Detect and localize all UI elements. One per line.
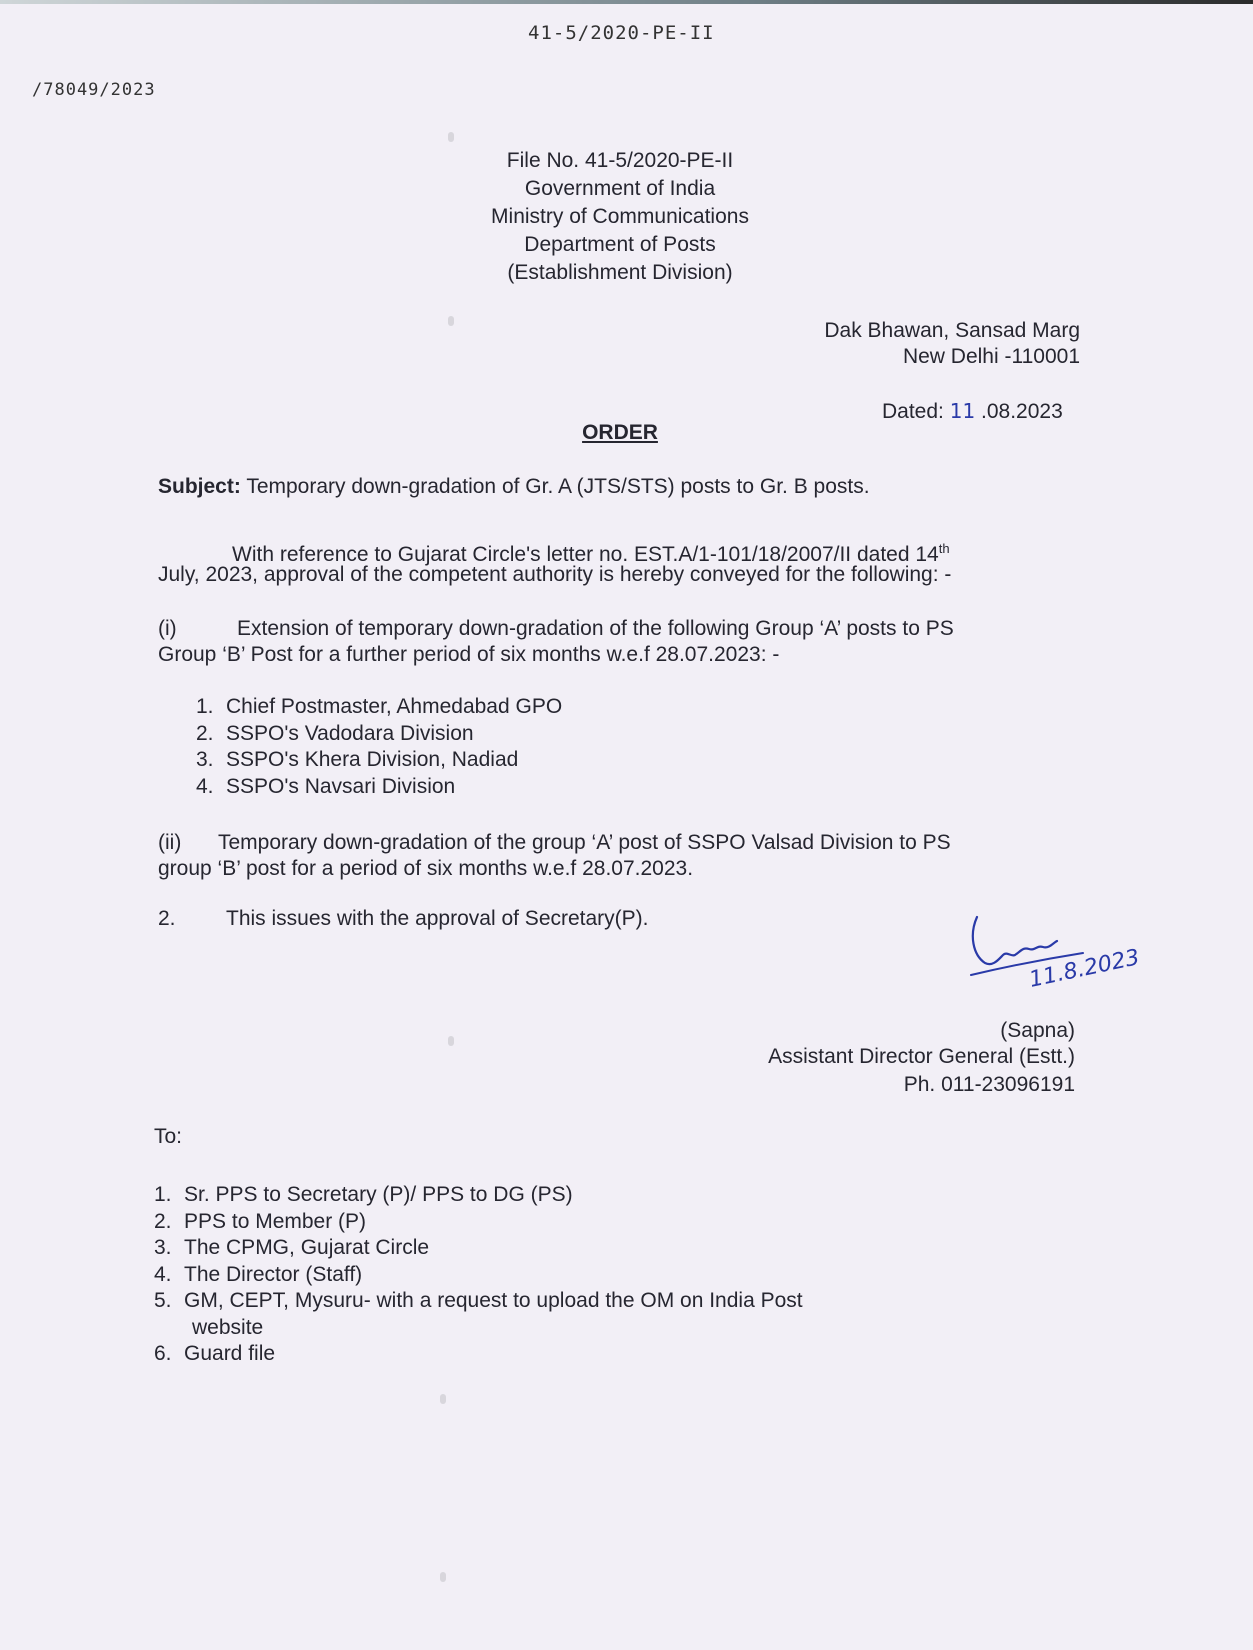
to-label: To: <box>154 1125 183 1148</box>
dated-month-year: .08.2023 <box>981 400 1063 423</box>
list-number: 4. <box>196 774 214 798</box>
file-stamp: 41-5/2020-PE-II <box>528 22 715 44</box>
list-text: Sr. PPS to Secretary (P)/ PPS to DG (PS) <box>184 1183 573 1206</box>
list-number: 1. <box>154 1183 172 1206</box>
signatory-designation: Assistant Director General (Estt.) <box>768 1045 1075 1068</box>
signature-date: 11.8.2023 <box>1027 945 1142 993</box>
handwritten-signature <box>965 915 1175 1010</box>
receipt-stamp: /78049/2023 <box>32 80 156 100</box>
item-i-line-2: Group ‘B’ Post for a further period of six months w.e.f 28.07.2023: - <box>158 643 780 666</box>
list-number: 4. <box>154 1262 172 1286</box>
posts-list <box>196 694 562 800</box>
para-2-text: This issues with the approval of Secretary(P). <box>226 907 649 930</box>
list-item <box>154 1262 803 1289</box>
list-item <box>196 694 562 721</box>
scan-speck <box>440 1394 446 1404</box>
scan-speck <box>448 316 454 326</box>
list-text: The Director (Staff) <box>184 1262 363 1286</box>
department-name: Department of Posts <box>524 233 716 256</box>
list-text: GM, CEPT, Mysuru- with a request to upload the OM on India Post <box>184 1289 803 1312</box>
subject-label: Subject: <box>158 475 241 498</box>
list-item <box>154 1288 803 1315</box>
list-item <box>196 774 562 801</box>
list-text: PPS to Member (P) <box>184 1209 367 1233</box>
division-name: (Establishment Division) <box>507 261 733 284</box>
list-item-continuation <box>154 1315 803 1342</box>
scan-speck <box>448 132 454 142</box>
list-item <box>196 721 562 748</box>
dated-label: Dated: <box>882 400 944 423</box>
list-number: 3. <box>154 1236 172 1259</box>
item-ii-marker: (ii) <box>158 831 182 854</box>
file-number: File No. 41-5/2020-PE-II <box>506 149 734 172</box>
govt-name: Government of India <box>524 177 716 200</box>
order-title: ORDER <box>582 421 658 444</box>
signatory-phone: Ph. 011-23096191 <box>903 1073 1075 1096</box>
scan-speck <box>440 1572 446 1582</box>
para-2-number: 2. <box>158 907 176 930</box>
dated-line <box>882 398 1063 425</box>
list-number: 1. <box>196 695 214 718</box>
list-item <box>154 1182 803 1209</box>
list-item <box>154 1209 803 1236</box>
list-item <box>196 747 562 774</box>
item-ii-line-1: Temporary down-gradation of the group ‘A’ post of SSPO Valsad Division to PS <box>218 831 951 854</box>
dated-day-handwritten: 11 <box>949 399 976 423</box>
list-text: SSPO's Vadodara Division <box>226 721 474 745</box>
ministry-name: Ministry of Communications <box>491 205 749 228</box>
address-line-2: New Delhi -110001 <box>902 345 1080 368</box>
reference-line-2: July, 2023, approval of the competent authority is hereby conveyed for the following: - <box>158 563 952 586</box>
list-text: Chief Postmaster, Ahmedabad GPO <box>226 695 563 718</box>
list-number: 2. <box>196 721 214 745</box>
scan-speck <box>448 1036 454 1046</box>
list-number: 5. <box>154 1289 172 1312</box>
subject-line <box>158 474 870 500</box>
list-item <box>154 1235 803 1262</box>
recipients-list <box>154 1182 803 1368</box>
reference-text: With reference to Gujarat Circle's letter no. EST.A/1-101/18/2007/II dated 14 <box>232 543 939 566</box>
item-i-marker: (i) <box>158 617 177 640</box>
list-text: SSPO's Khera Division, Nadiad <box>226 748 519 771</box>
list-item <box>154 1341 803 1368</box>
item-ii-line-2: group ‘B’ post for a period of six months w.e.f 28.07.2023. <box>158 857 694 880</box>
list-text: Guard file <box>184 1342 276 1365</box>
signatory-name: (Sapna) <box>1000 1019 1075 1042</box>
list-number: 6. <box>154 1342 172 1365</box>
list-text: SSPO's Navsari Division <box>226 774 456 798</box>
address-line-1: Dak Bhawan, Sansad Marg <box>824 319 1080 342</box>
reference-sup: th <box>938 541 950 556</box>
scan-edge <box>0 0 1253 4</box>
list-text: The CPMG, Gujarat Circle <box>184 1236 430 1259</box>
subject-text: Temporary down-gradation of Gr. A (JTS/STS) posts to Gr. B posts. <box>246 475 870 498</box>
item-i-line-1: Extension of temporary down-gradation of the following Group ‘A’ posts to PS <box>237 617 954 640</box>
list-number: 3. <box>196 748 214 771</box>
list-number: 2. <box>154 1209 172 1233</box>
list-text: website <box>192 1315 264 1339</box>
